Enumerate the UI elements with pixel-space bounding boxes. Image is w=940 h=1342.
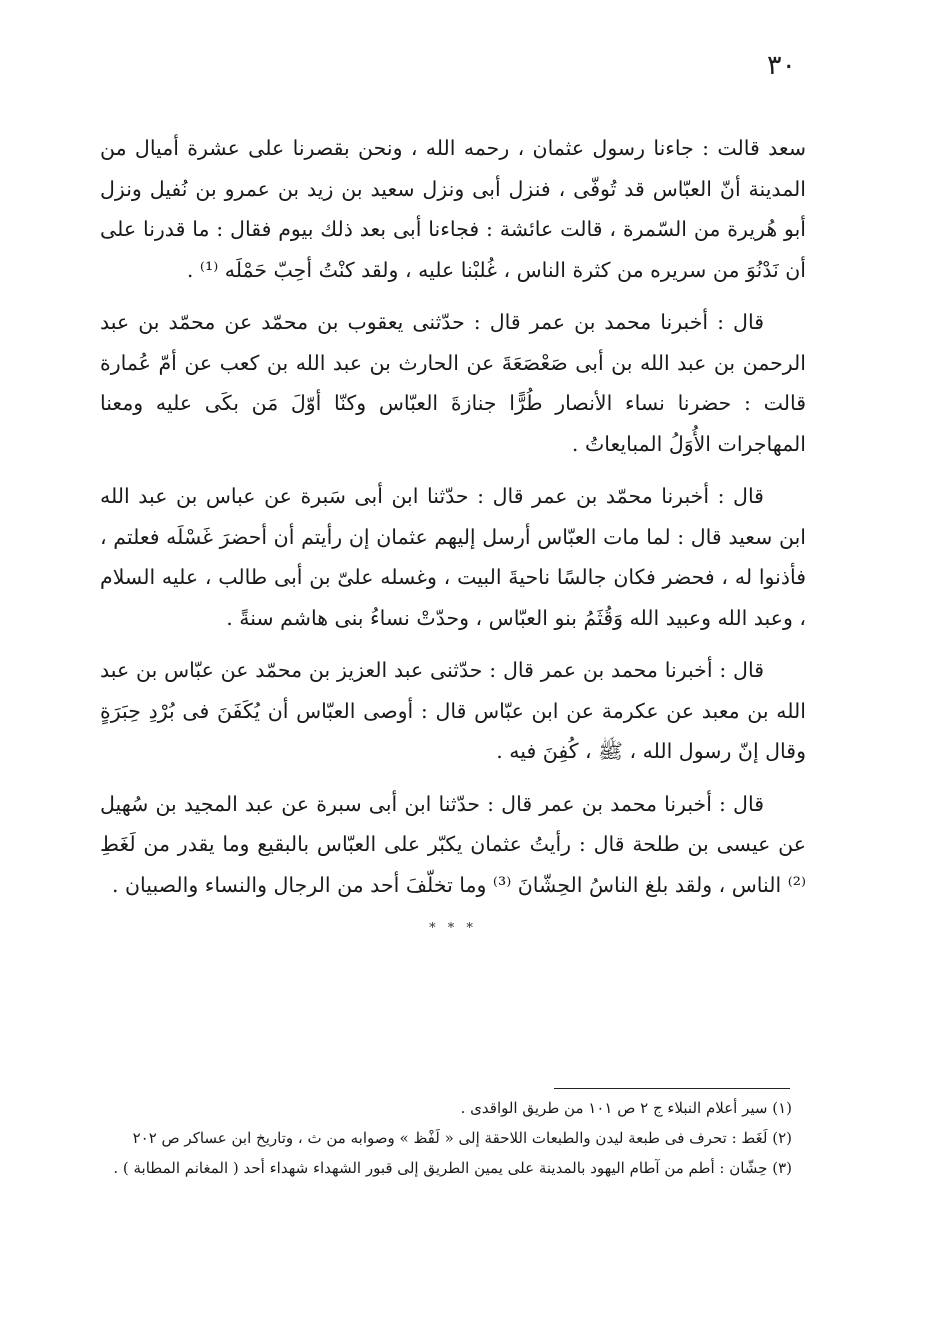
- main-text: [100, 128, 806, 950]
- footnotes: [100, 1093, 806, 1183]
- footnote-divider: [554, 1088, 790, 1089]
- page-number: ٣٠: [766, 50, 796, 81]
- footnote-3: (٣) حِشّان : أطم من آطام اليهود بالمدينة على يمين الطريق إلى قبور الشهداء شهداء أحد ( المغانم المطابة ) .: [113, 1159, 792, 1177]
- paragraph-3: قال : أخبرنا محمّد بن عمر قال : حدّثنا ابن أبى سَبرة عن عباس بن عبد الله ابن سعيد قال : لما مات العبّاس أرسل إليهم عثمان إن رأيتم أن أحضرَ غَسْلَه فعلتم ، فأذنوا له ، فحضر فكان جالسًا ناحيةَ البيت ، وغسله علىّ بن أبى طالب ، عليه السلام ، وعبد الله وعبيد الله وَقُثَمُ بنو العبّاس ، وحدّتْ نساءُ بنى هاشم سنةً .: [100, 484, 806, 630]
- section-separator: * * *: [429, 921, 477, 936]
- footnote-1: (١) سير أعلام النبلاء ج ٢ ص ١٠١ من طريق الواقدى .: [460, 1099, 792, 1117]
- paragraph-5: قال : أخبرنا محمد بن عمر قال : حدّثنا ابن أبى سبرة عن عبد المجيد بن سُهيل عن عيسى بن طلحة قال : رأيتُ عثمان يكبّر على العبّاس بالبقيع وما يقدر من لَغَطِ ⁽²⁾ الناس ، ولقد بلغ الناسُ الحِشّانَ ⁽³⁾ وما تخلّفَ أحد من الرجال والنساء والصبيان .: [100, 791, 806, 897]
- footnote-2: (٢) لَغَط : تحرف فى طبعة ليدن والطبعات اللاحقة إلى « لَفْظ » وصوابه من ث ، وتاريخ ابن عساكر ص ٢٠٢: [132, 1129, 792, 1147]
- paragraph-1: سعد قالت : جاءنا رسول عثمان ، رحمه الله ، ونحن بقصرنا على عشرة أميال من المدينة أنّ العبّاس قد تُوفّى ، فنزل أبى ونزل سعيد بن زيد بن عمرو بن نُفيل ونزل أبو هُريرة من السّمرة ، قالت عائشة : فجاءنا أبى بعد ذلك بيوم فقال : ما قدرنا على أن نَدْنُوَ من سريره من كثرة الناس ، غُلبْنا عليه ، ولقد كنْتُ أحِبّ حَمْلَه ⁽¹⁾ .: [100, 136, 806, 282]
- paragraph-4: قال : أخبرنا محمد بن عمر قال : حدّثنى عبد العزيز بن محمّد عن عبّاس بن عبد الله بن معبد عن عكرمة عن ابن عبّاس قال : أوصى العبّاس أن يُكَفَنَ فى بُرْدِ حِبَرَةٍ وقال إنّ رسول الله ، ﷺ ، كُفِنَ فيه .: [100, 658, 806, 763]
- paragraph-2: قال : أخبرنا محمد بن عمر قال : حدّثنى يعقوب بن محمّد عن محمّد بن عبد الرحمن بن عبد الله بن أبى صَعْصَعَةَ عن الحارث بن عبد الله بن كعب عن أمّ عُمارة قالت : حضرنا نساء الأنصار طُرًّا جنازةَ العبّاس وكنّا أوّلَ مَن بكَى عليه ومعنا المهاجرات الأُوَلُ المبايعاتُ .: [100, 310, 806, 456]
